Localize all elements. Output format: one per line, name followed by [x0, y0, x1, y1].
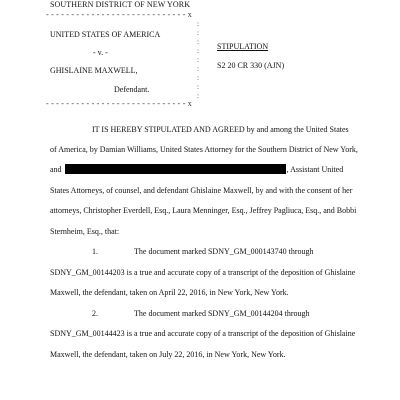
- case-number: S2 20 CR 330 (AJN): [217, 61, 285, 70]
- intro-line: of America, by Damian Williams, United States Attorney for the Southern District of New York,: [50, 145, 358, 154]
- court-name: SOUTHERN DISTRICT OF NEW YORK: [50, 0, 191, 9]
- intro-line-end: , Assistant United: [286, 165, 344, 174]
- intro-line: States Attorneys, of counsel, and defendant Ghislaine Maxwell, by and with the consent of her: [50, 186, 353, 195]
- item-line: [92, 242, 314, 263]
- item-line: Maxwell, the defendant, taken on July 22, 2016, in New York, New York.: [50, 350, 286, 359]
- intro-line-start: and: [50, 165, 62, 174]
- plaintiff-name: UNITED STATES OF AMERICA: [50, 30, 161, 39]
- intro-line: Sternheim, Esq., that:: [50, 227, 120, 236]
- item-line: [92, 304, 310, 325]
- intro-line: IT IS HEREBY STIPULATED AND AGREED by and among the United States: [92, 125, 349, 134]
- caption-bottom-border: - - - - - - - - - - - - - - - - - - - - - - - - - - - - x: [46, 99, 192, 108]
- document-title: STIPULATION: [217, 42, 269, 51]
- item-text: The document marked SDNY_GM_00144204 through: [134, 309, 310, 318]
- defendant-role: Defendant.: [114, 85, 150, 94]
- defendant-name: GHISLAINE MAXWELL,: [50, 66, 138, 75]
- item-number: 1.: [92, 247, 98, 256]
- caption-divider: : : : : : : : : :: [197, 20, 199, 100]
- caption-top-border: - - - - - - - - - - - - - - - - - - - - - - - - - - - - x: [46, 10, 192, 19]
- redaction-bar: [65, 164, 286, 174]
- item-line: SDNY_GM_00144203 is a true and accurate copy of a transcript of the deposition of Ghislaine: [50, 268, 356, 277]
- versus-label: - v. -: [93, 48, 108, 57]
- item-number: 2.: [92, 309, 98, 318]
- item-line: Maxwell, the defendant, taken on April 22, 2016, in New York, New York.: [50, 288, 289, 297]
- intro-line: attorneys, Christopher Everdell, Esq., Laura Menninger, Esq., Jeffrey Pagliuca, Esq., and Bobbi: [50, 206, 357, 215]
- item-line: SDNY_GM_00144423 is a true and accurate copy of a transcript of the deposition of Ghislaine: [50, 329, 356, 338]
- intro-line: [50, 160, 343, 181]
- item-text: The document marked SDNY_GM_000143740 through: [134, 247, 314, 256]
